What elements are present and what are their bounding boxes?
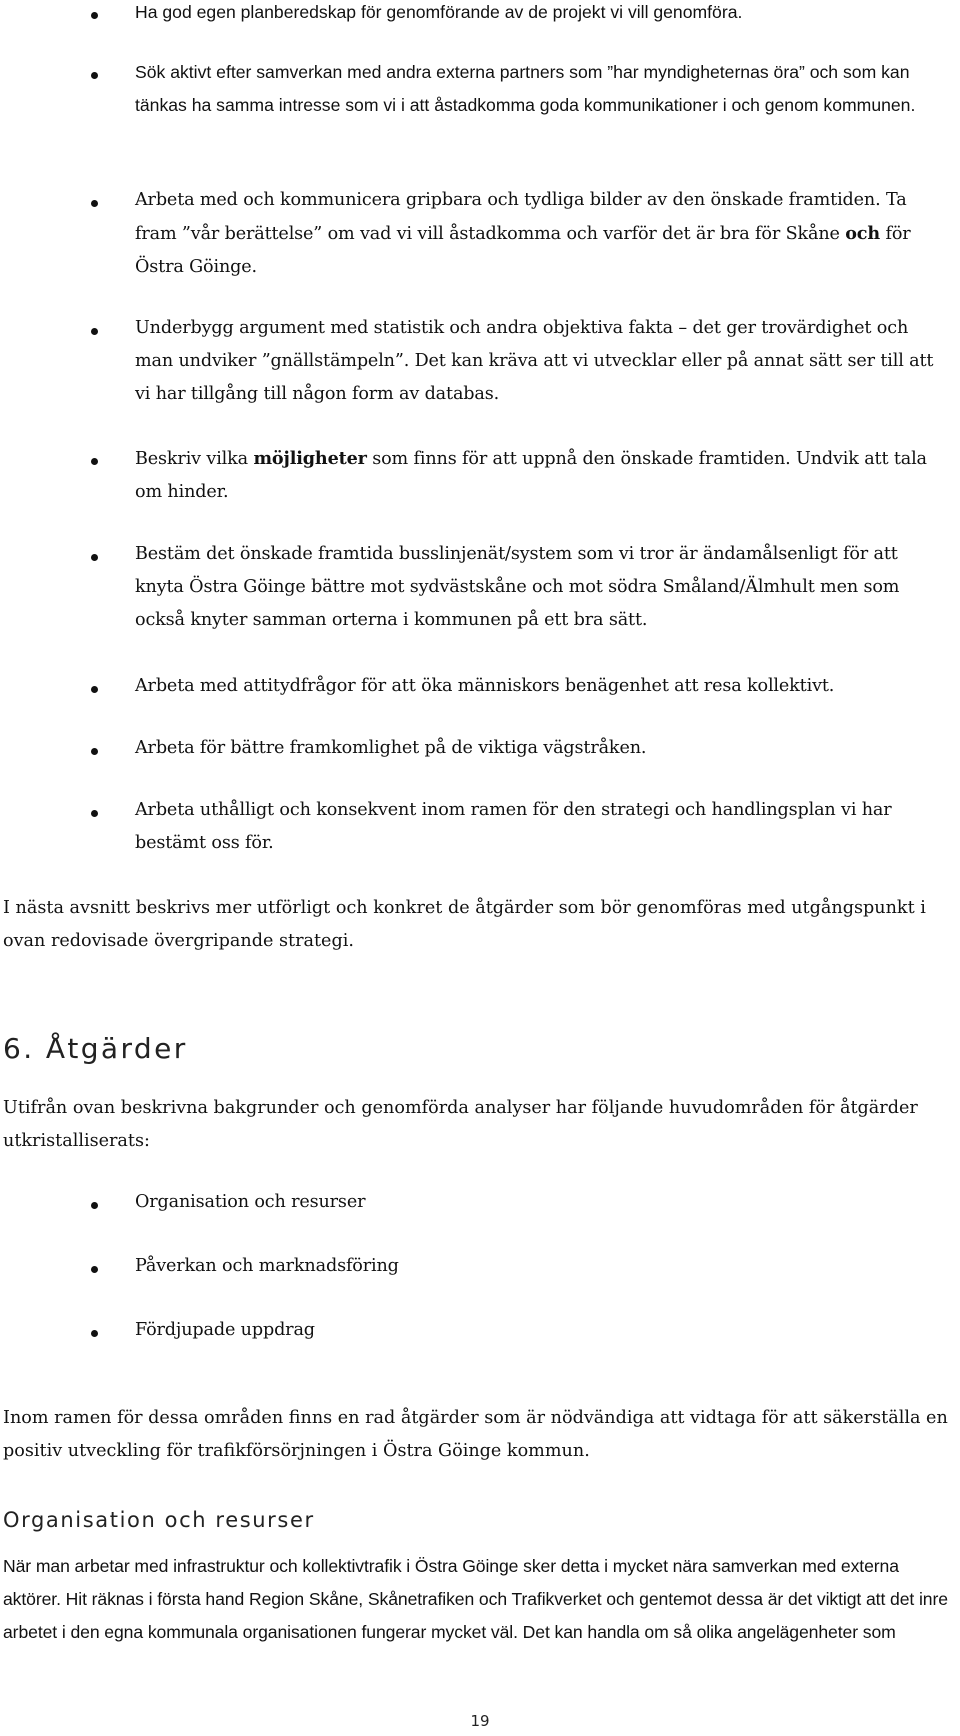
section-heading: 6. Åtgärder: [3, 1032, 188, 1065]
bullet-icon: [91, 554, 98, 561]
subsection-heading: Organisation och resurser: [3, 1508, 315, 1532]
bullet-icon: [91, 1330, 98, 1337]
list-item-text-part: Arbeta med och kommunicera gripbara och tydliga bilder av den önskade framtiden. Ta fram ”vår berättelse” om vad vi vill åstadkomma och varför det är bra för Skåne: [135, 190, 907, 244]
bullet-icon: [91, 200, 98, 207]
list-item-text-part: som finns för att uppnå den önskade framtiden. Undvik att tala om hinder.: [135, 449, 927, 502]
list-item-text-part: Beskriv vilka: [135, 449, 254, 469]
list-item-bold-text: och: [845, 223, 881, 244]
list-item-text: [135, 442, 943, 509]
paragraph-organisation: När man arbetar med infrastruktur och kollektivtrafik i Östra Göinge sker detta i mycket nära samverkan med externa aktörer. Hit räknas i första hand Region Skåne, Skånetrafiken och Trafikverket och gentemot dessa är det viktigt att det inre arbetet i den egna kommunala organisationen fungerar mycket väl. Det kan handla om så olika angelägenheter som: [3, 1556, 948, 1642]
paragraph-next-section: I nästa avsnitt beskrivs mer utförligt och konkret de åtgärder som bör genomföras med utgångspunkt i ovan redovisade övergripande strategi.: [3, 898, 926, 951]
bullet-icon: [91, 1202, 98, 1209]
list-item-text: Fördjupade uppdrag: [135, 1320, 315, 1340]
list-item-text: [135, 184, 943, 284]
bullet-icon: [91, 686, 98, 693]
paragraph-main-areas: Utifrån ovan beskrivna bakgrunder och genomförda analyser har följande huvudområden för åtgärder utkristalliserats:: [3, 1098, 918, 1151]
bullet-icon: [91, 1266, 98, 1273]
bullet-icon: [91, 328, 98, 335]
bullet-icon: [91, 72, 98, 79]
bullet-icon: [91, 458, 98, 465]
list-item-text: Arbeta uthålligt och konsekvent inom ramen för den strategi och handlingsplan vi har bestämt oss för.: [135, 800, 892, 853]
bullet-icon: [91, 748, 98, 755]
list-item-text-part: för Östra Göinge.: [135, 224, 911, 277]
bullet-icon: [91, 12, 98, 19]
list-item-text: Påverkan och marknadsföring: [135, 1256, 399, 1276]
list-item-text: Bestäm det önskade framtida busslinjenät/system som vi tror är ändamålsenligt för att knyta Östra Göinge bättre mot sydvästskåne och mot södra Småland/Älmhult men som också knyter samman orterna i kommunen på ett bra sätt.: [135, 544, 900, 630]
list-item-text: Ha god egen planberedskap för genomförande av de projekt vi vill genomföra.: [135, 2, 743, 22]
list-item-text: Organisation och resurser: [135, 1192, 366, 1212]
list-item-bold-text: möjligheter: [253, 448, 367, 469]
list-item-text: Underbygg argument med statistik och andra objektiva fakta – det ger trovärdighet och man undviker ”gnällstämpeln”. Det kan kräva att vi utvecklar eller på annat sätt ser till att vi har tillgång till någon form av databas.: [135, 318, 934, 404]
list-item-text: Arbeta för bättre framkomlighet på de viktiga vägstråken.: [135, 738, 647, 758]
list-item-text: Sök aktivt efter samverkan med andra externa partners som ”har myndigheternas öra” och som kan tänkas ha samma intresse som vi i att åstadkomma goda kommunikationer i och genom kommunen.: [135, 62, 916, 115]
paragraph-framework: Inom ramen för dessa områden finns en rad åtgärder som är nödvändiga att vidtaga för att säkerställa en positiv utveckling för trafikförsörjningen i Östra Göinge kommun.: [3, 1408, 948, 1461]
page-number: 19: [470, 1712, 490, 1730]
list-item-text: Arbeta med attitydfrågor för att öka människors benägenhet att resa kollektivt.: [135, 676, 835, 696]
bullet-icon: [91, 810, 98, 817]
